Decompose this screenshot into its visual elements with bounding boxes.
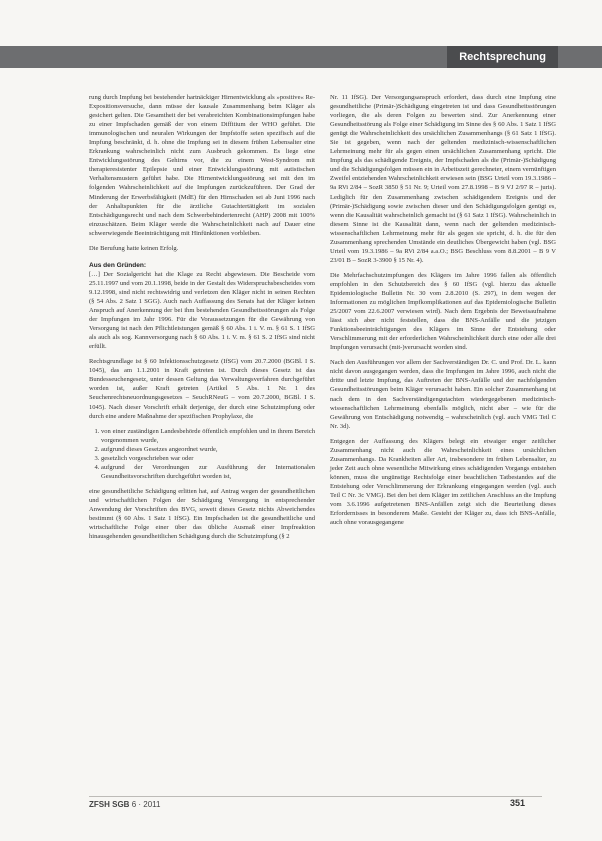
list-item: 1. von einer zuständigen Landesbehörde öffentlich empfohlen und in ihrem Bereich vorgenommen wurde, (101, 427, 315, 445)
right-paragraph-3: Nach den Ausführungen vor allem der Sachverständigen Dr. C. und Prof. Dr. L. kann nicht davon ausgegangen werden, dass die Impfungen im Jahre 1996, auch nicht die dritte und letzte Impfung, das Auftreten der BNS-Anfälle und der nachfolgenden Gesundheitsstörungen beim Kläger verursacht haben. Ein solcher Zusammenhang ist nach dem in den Sachverständigengutachten wiedergegebenen medizinisch-wissenschaftlichen Lehrmeinung ebenfalls möglich, nicht aber – wie für die Gewährung von Entschädigung notwendig – wahrscheinlich (vgl. auch VMG Teil C Nr. 3d). (330, 359, 556, 430)
left-paragraph-4: Rechtsgrundlage ist § 60 Infektionsschutzgesetz (IfSG) vom 20.7.2000 (BGBl. I S. 1045), das am 1.1.2001 in Kraft getreten ist. Durch dieses Gesetz ist das Bundesseuchengesetz, unter dessen Geltung das Verwaltungsverfahren durchgeführt worden ist, außer Kraft getreten (Artikel 5 Abs. 1 Nr. 1 des Seuchenrechtsneuordnungsgesetzes – SeuchRNeuG – vom 20.7.2000, BGBl. I S. 1045). Nach dieser Vorschrift erhält derjenige, der durch eine Schutzimpfung oder durch eine andere Maßnahme der spezifischen Prophylaxe, die (89, 358, 315, 420)
journal-issue: 6 · 2011 (131, 800, 161, 809)
list-item: 4. aufgrund der Verordnungen zur Ausführung der Internationalen Gesundheitsvorschriften durchgeführt worden ist, (101, 463, 315, 481)
left-column (89, 93, 315, 547)
condition-list (89, 427, 315, 481)
page-number: 351 (510, 798, 526, 808)
grounds-heading: Aus den Gründen: (89, 261, 147, 269)
left-paragraph-2: Die Berufung hatte keinen Erfolg. (89, 244, 179, 252)
right-paragraph-1: Nr. 11 IfSG). Der Versorgungsanspruch erfordert, dass durch eine Impfung eine gesundheitliche (Primär-)Schädigung eingetreten ist und dass Gesundheitsstörungen vorliegen, die als deren Folgen zu bewerten sind. Zur Anerkennung einer Gesundheitsstörung als Folge einer Schädigung im Sinne des § 60 Abs. 1 Satz 1 IfSG genügt die Wahrscheinlichkeit des ursächlichen Zusammenhangs (§ 61 Satz 1 IfSG). Sie ist gegeben, wenn nach der geltenden medizinisch-wissenschaftlichen Lehrmeinung mehr für als gegen einen ursächlichen Zusammenhang spricht. Die Impfung als das schädigende Ereignis, der Impfschaden als die (Primär-)Schädigung und die Schädigungsfolgen müssen ein in Arbeitszeit gerechneter, einem vernünftigen Zweifel entziehenden Wahrscheinlichkeit erwiesen sein (BSG Urteil vom 19.3.1986 – 9a RVi 2/84 – SozR 3850 § 51 Nr. 9; Urteil vom 27.8.1998 – B 9 VJ 2/97 R – juris). Lediglich für den Zusammenhang zwischen schädigendem Ereignis und der (Primär-)Schädigung sowie zwischen dieser und den Schädigungsfolgen genügt es, wenn die Kausalität wahrscheinlich gemacht ist (§ 61 Satz 1 IfSG). Wahrscheinlich in diesem Sinne ist die Kausalität dann, wenn nach der geltenden medizinisch-wissenschaftlichen Lehrmeinung mehr für als gegen sie spricht, d. h. die für den Zusammenhang sprechenden Umstände ein deutliches Übergewicht haben (vgl. BSG Urteil vom 19.3.1986 – 9a RVi 2/84 a.a.O.; BSG Beschluss vom 8.8.2001 – B 9 V 23/01 B – SozR 3-3900 § 15 Nr. 4). (330, 94, 556, 264)
footer-divider (89, 796, 542, 797)
list-item: 2. aufgrund dieses Gesetzes angeordnet wurde, (101, 445, 315, 454)
journal-name: ZFSH SGB (89, 800, 130, 809)
footer-citation (89, 800, 160, 809)
right-paragraph-2: Die Mehrfachschutzimpfungen des Klägers im Jahre 1996 fallen als öffentlich empfohlen in den Schutzbereich des § 60 IfSG (vgl. hierzu das aktuelle Epidemiologische Bulletin Nr. 30 vom 2.8.2010 (S. 297), in dem wegen der Informationen zu möglichen Impfkomplikationen auf das Epidemiologische Bulletin 25/2007 vom 22.6.2007 verwiesen wird). Nach dem Ergebnis der Beweisaufnahme lässt sich aber nicht feststellen, dass die BNS-Anfälle und die jetzigen Funktionsbeeinträchtigungen des Klägers im Sinne der Entstehung oder Verschlimmerung mit der erforderlichen Wahrscheinlichkeit durch eine oder alle drei Impfungen verursacht (mit-)verursacht worden sind. (330, 271, 556, 352)
section-label: Rechtsprechung (447, 46, 558, 68)
list-item: 3. gesetzlich vorgeschrieben war oder (101, 454, 315, 463)
left-paragraph-5: eine gesundheitliche Schädigung erlitten hat, auf Antrag wegen der gesundheitlichen und wirtschaftlichen Folgen der Schädigung Versorgung in entsprechender Anwendung der Vorschriften des BVG, soweit dieses Gesetz nichts Abweichendes bestimmt (§ 60 Abs. 1 Satz 1 IfSG). Ein Impfschaden ist die gesundheitliche und wirtschaftliche Folge einer über das übliche Ausmaß einer Impfreaktion hinausgehenden gesundheitlichen Schädigung durch die Schutzimpfung (§ 2 (89, 487, 315, 541)
right-paragraph-4: Entgegen der Auffassung des Klägers belegt ein etwaiger enger zeitlicher Zusammenhang nicht auch die Wahrscheinlichkeit eines ursächlichen Zusammenhangs. Da Krankheiten aller Art, insbesondere im frühen Lebensalter, zu jeder Zeit auch ohne wesentliche Mitwirkung eines schädigenden Vorgangs entstehen können, muss die ungünstige Rechtsfolge einer beachtlichen Tatbestandes auf die Entstehung oder Verschlimmerung der Erkrankung eingegangen werden (vgl. auch Teil C Nr. 3c VMG). Bei den bei dem Kläger im zeitlichen Anschluss an die Impfung vom 3.6.1996 aufgetretenen BNS-Anfällen zeigt sich die Beurteilung dieses Erfordernisses in besonderem Maße. Gesteht der Kläger zu, dass ich BNS-Anfälle, auch ohne vorausgegangene (330, 437, 556, 527)
left-paragraph-3: […] Der Sozialgericht hat die Klage zu Recht abgewiesen. Die Bescheide vom 25.11.1997 und vom 20.1.1998, beide in der Gestalt des Widerspruchsbescheides vom 9.12.1998, sind nicht rechtswidrig und verletzen den Kläger nicht in seinen Rechten (§ 54 Abs. 2 Satz 1 SGG). Auch nach Auffassung des Senats hat der Kläger keinen Anspruch auf Anerkennung der bei ihm bestehenden Gesundheitsstörungen als Folge der Impfungen im Jahr 1996. Für die Voraussetzungen für die Gewährung von Versorgung ist nach den Pflichtleistungen gemäß § 60 Abs. 1 i. V. m. § 61 S. 1 IfSG als auch als sog. Kannversorgung nach § 60 Abs. 1 i. V. m. § 61 S. 2 IfSG sind nicht erfüllt. (89, 270, 315, 351)
right-column (330, 93, 556, 533)
header-bar (0, 46, 602, 68)
left-paragraph-1: rung durch Impfung bei bestehender hartnäckiger Hirnentwicklung als »positive« Re-Expositionsversuche, dann müsse der kausale Zusammenhang beim Kläger als gesichert gelten. Die Gesamtheit der bei verabreichten Kombinationsimpfungen habe zu einer Impfschaden gemäß der von einem Diffitium der WHO geführt. Die immunologischen und neuralen Wirkungen der Impfstoffe seien spezifisch auf die Impfung beschränkt, d. h. ohne die Impfung sei in diesem frühen Lebensalter eine Erkrankung wahrscheinlich nicht zum Ausbruch gekommen. Es liege eine Entwicklungsstörung des Gehirns vor, die zu einem West-Syndrom mit therapieresistenter Epilepsie und einer Entwicklungsstörung mit autistischen Verhaltensmustern geführt habe. Die Hirnentwicklungsstörung sei mit den im folgenden Wahrscheinlichkeit auf die Impfungen zurückzuführen. Der Grad der Minderung der Erwerbsfähigkeit (MdE) für den Hirnschaden sei ab Juni 1996 nach der Anhaltspunkten für die ärztliche Gutachtertätigkeit im sozialen Entschädigungsrecht und nach dem Schwerbehindertenrecht (AHP) 2008 mit 100% einzuschätzen. Beim Kläger werde die Wahrscheinlichkeit nach auf Dauer eine schwerwiegende Beeinträchtigung mit Hinfünktionen vorbleiben. (89, 94, 315, 237)
